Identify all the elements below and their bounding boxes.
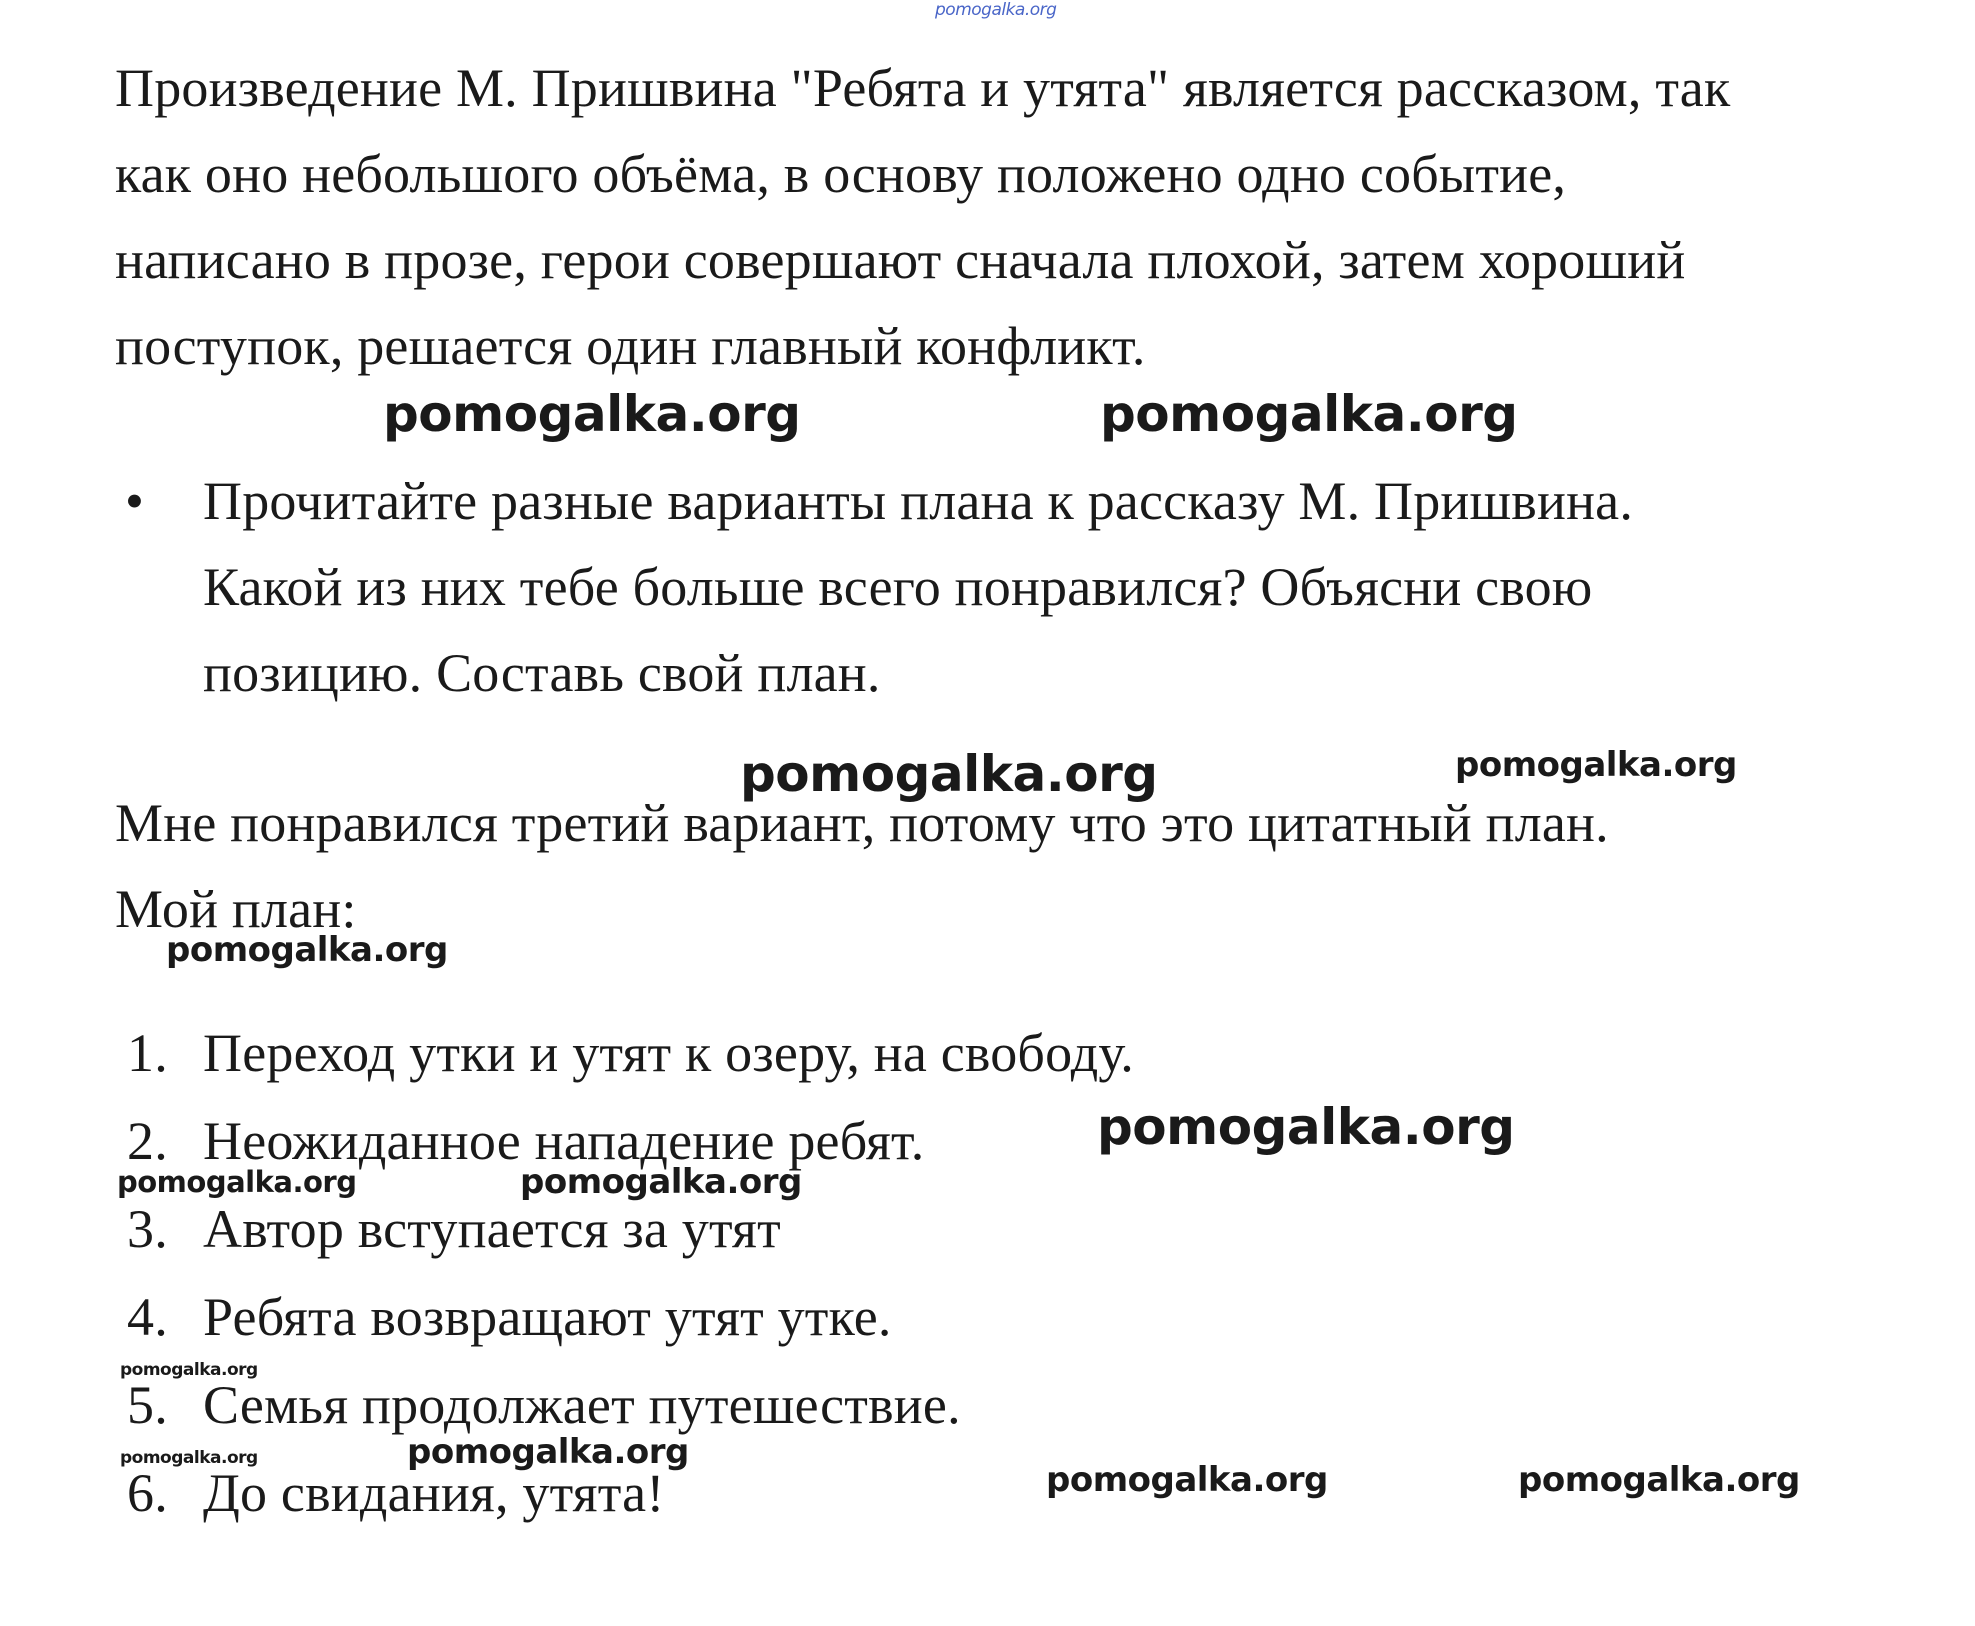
bullet-marker: • [125, 471, 145, 531]
answer-line: Мне понравился третий вариант, потому что это цитатный план. [115, 793, 1609, 853]
task-line: позицию. Составь свой план. [203, 643, 881, 703]
plan-item-number: 4. [127, 1287, 168, 1347]
task-line: Прочитайте разные варианты плана к рассказу М. Пришвина. [203, 471, 1634, 531]
task-text [203, 458, 1633, 716]
watermark: pomogalka.org [1455, 745, 1737, 785]
plan-heading: Мой план: [115, 879, 357, 939]
task-line: Какой из них тебе больше всего понравился? Объясни свою [203, 557, 1593, 617]
watermark: pomogalka.org [117, 1165, 357, 1199]
intro-paragraph [115, 45, 1895, 389]
intro-line: Произведение М. Пришвина "Ребята и утята" является рассказом, так [115, 58, 1731, 118]
intro-line: как оно небольшого объёма, в основу положено одно событие, [115, 144, 1567, 204]
watermark: pomogalka.org [520, 1162, 802, 1202]
watermark-top: pomogalka.org [935, 0, 1057, 20]
plan-item-number: 2. [127, 1111, 168, 1171]
intro-line: поступок, решается один главный конфликт. [115, 316, 1146, 376]
watermark: pomogalka.org [1046, 1460, 1328, 1500]
plan-item-text: Ребята возвращают утят утке. [203, 1287, 892, 1347]
watermark: pomogalka.org [1518, 1460, 1800, 1500]
watermark: pomogalka.org [1097, 1098, 1515, 1156]
watermark: pomogalka.org [120, 1448, 258, 1468]
watermark: pomogalka.org [166, 930, 448, 970]
watermark: pomogalka.org [1100, 385, 1518, 443]
plan-item-text: До свидания, утята! [203, 1463, 665, 1523]
plan-item-number: 6. [127, 1463, 168, 1523]
plan-item-text: Переход утки и утят к озеру, на свободу. [203, 1023, 1134, 1083]
plan-item-text: Неожиданное нападение ребят. [203, 1111, 925, 1171]
plan-item-number: 3. [127, 1199, 168, 1259]
watermark: pomogalka.org [740, 745, 1158, 803]
intro-line: написано в прозе, герои совершают сначала плохой, затем хороший [115, 230, 1686, 290]
watermark: pomogalka.org [120, 1360, 258, 1380]
watermark: pomogalka.org [407, 1432, 689, 1472]
plan-item-text: Семья продолжает путешествие. [203, 1375, 961, 1435]
watermark: pomogalka.org [383, 385, 801, 443]
plan-item-number: 1. [127, 1023, 168, 1083]
plan-item-number: 5. [127, 1375, 168, 1435]
plan-item-text: Автор вступается за утят [203, 1199, 781, 1259]
